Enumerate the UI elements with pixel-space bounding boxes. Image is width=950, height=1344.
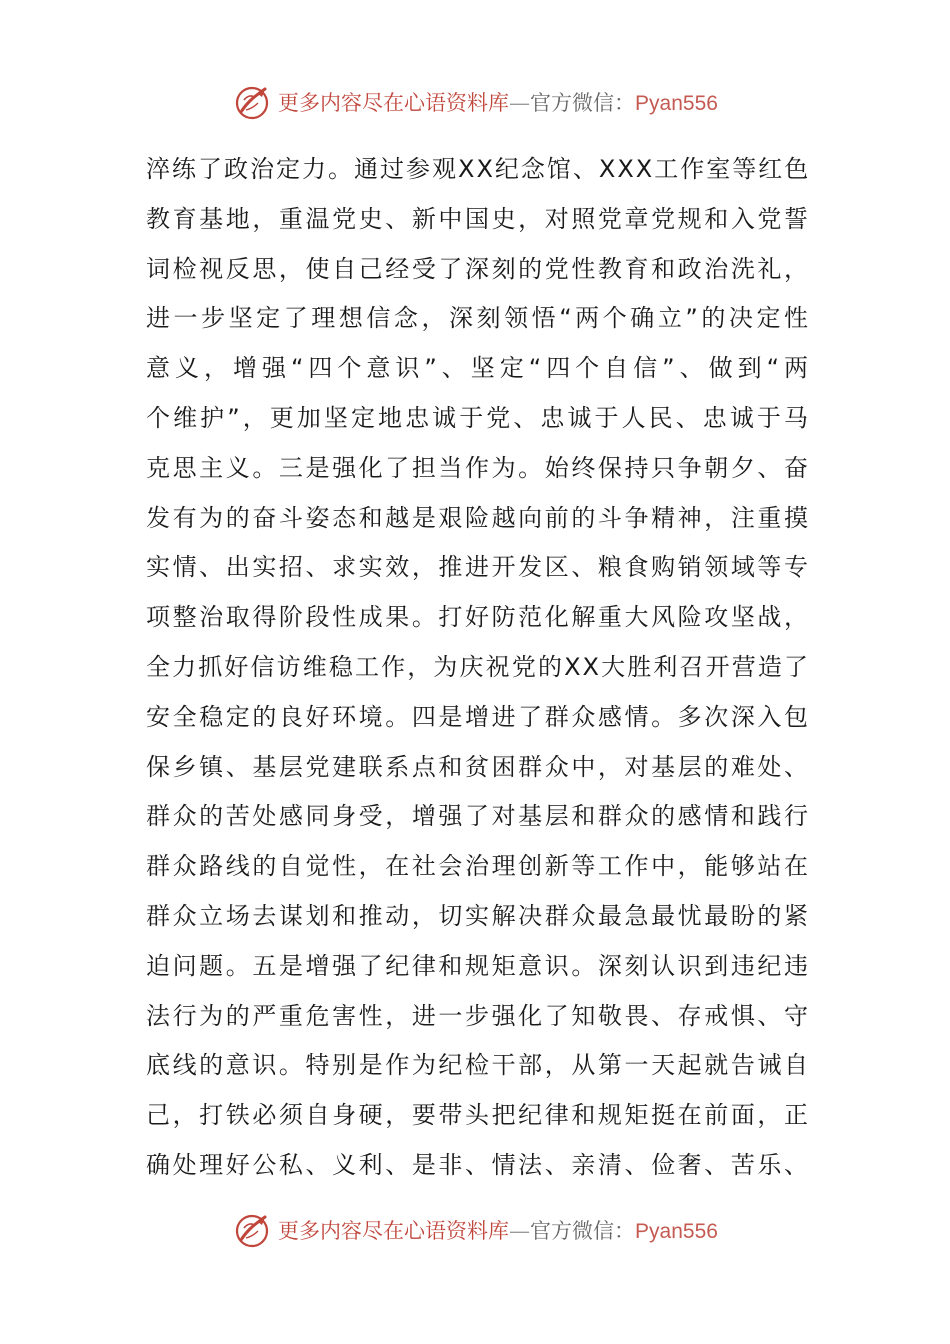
body-line: 全力抓好信访维稳工作，为庆祝党的XX大胜利召开营造了 xyxy=(146,652,810,681)
body-line: 项整治取得阶段性成果。打好防范化解重大风险攻坚战， xyxy=(146,603,810,632)
footer-wechat-id: Pyan556 xyxy=(635,1220,718,1243)
pen-logo-icon xyxy=(232,82,272,122)
body-line: 克思主义。三是强化了担当作为。始终保持只争朝夕、奋 xyxy=(146,453,810,482)
body-line: 群众立场去谋划和推动，切实解决群众最急最忧最盼的紧 xyxy=(146,901,810,930)
body-line: 迫问题。五是增强了纪律和规矩意识。深刻认识到违纪违 xyxy=(146,951,810,980)
body-line: 意义，增强“四个意识”、坚定“四个自信”、做到“两 xyxy=(146,354,810,383)
body-line: 发有为的奋斗姿态和越是艰险越向前的斗争精神，注重摸 xyxy=(146,503,810,532)
body-line: 保乡镇、基层党建联系点和贫困群众中，对基层的难处、 xyxy=(146,752,810,781)
footer-banner-title: 更多内容尽在心语资料库 xyxy=(278,1219,510,1243)
body-line: 确处理好公私、义利、是非、情法、亲清、俭奢、苦乐、 xyxy=(146,1150,810,1179)
body-line: 安全稳定的良好环境。四是增进了群众感情。多次深入包 xyxy=(146,702,810,731)
header-banner-dash: — xyxy=(509,91,531,115)
body-line: 群众的苦处感同身受，增强了对基层和群众的感情和践行 xyxy=(146,802,810,831)
body-line: 底线的意识。特别是作为纪检干部，从第一天起就告诫自 xyxy=(146,1051,810,1080)
body-line: 个维护”，更加坚定地忠诚于党、忠诚于人民、忠诚于马 xyxy=(146,403,810,432)
body-line: 进一步坚定了理想信念，深刻领悟“两个确立”的决定性 xyxy=(146,304,810,333)
footer-banner-text xyxy=(278,1215,718,1245)
body-line: 实情、出实招、求实效，推进开发区、粮食购销领域等专 xyxy=(146,553,810,582)
footer-banner xyxy=(0,1208,950,1252)
document-body xyxy=(146,145,810,1191)
body-line: 法行为的严重危害性，进一步强化了知敬畏、存戒惧、守 xyxy=(146,1001,810,1030)
pen-logo-icon xyxy=(232,1210,272,1250)
body-line: 群众路线的自觉性，在社会治理创新等工作中，能够站在 xyxy=(146,852,810,881)
body-line: 己，打铁必须自身硬，要带头把纪律和规矩挺在前面，正 xyxy=(146,1101,810,1130)
body-line: 淬练了政治定力。通过参观XX纪念馆、XXX工作室等红色 xyxy=(146,155,811,183)
header-banner-text xyxy=(278,87,718,117)
header-wechat-label: 官方微信： xyxy=(530,91,636,115)
footer-banner-dash: — xyxy=(509,1219,531,1243)
header-banner xyxy=(0,80,950,124)
body-line: 词检视反思，使自己经受了深刻的党性教育和政治洗礼， xyxy=(146,254,810,283)
footer-wechat-label: 官方微信： xyxy=(530,1219,636,1243)
body-line: 教育基地，重温党史、新中国史，对照党章党规和入党誓 xyxy=(146,204,810,233)
header-wechat-id: Pyan556 xyxy=(635,92,718,115)
header-banner-title: 更多内容尽在心语资料库 xyxy=(278,91,510,115)
